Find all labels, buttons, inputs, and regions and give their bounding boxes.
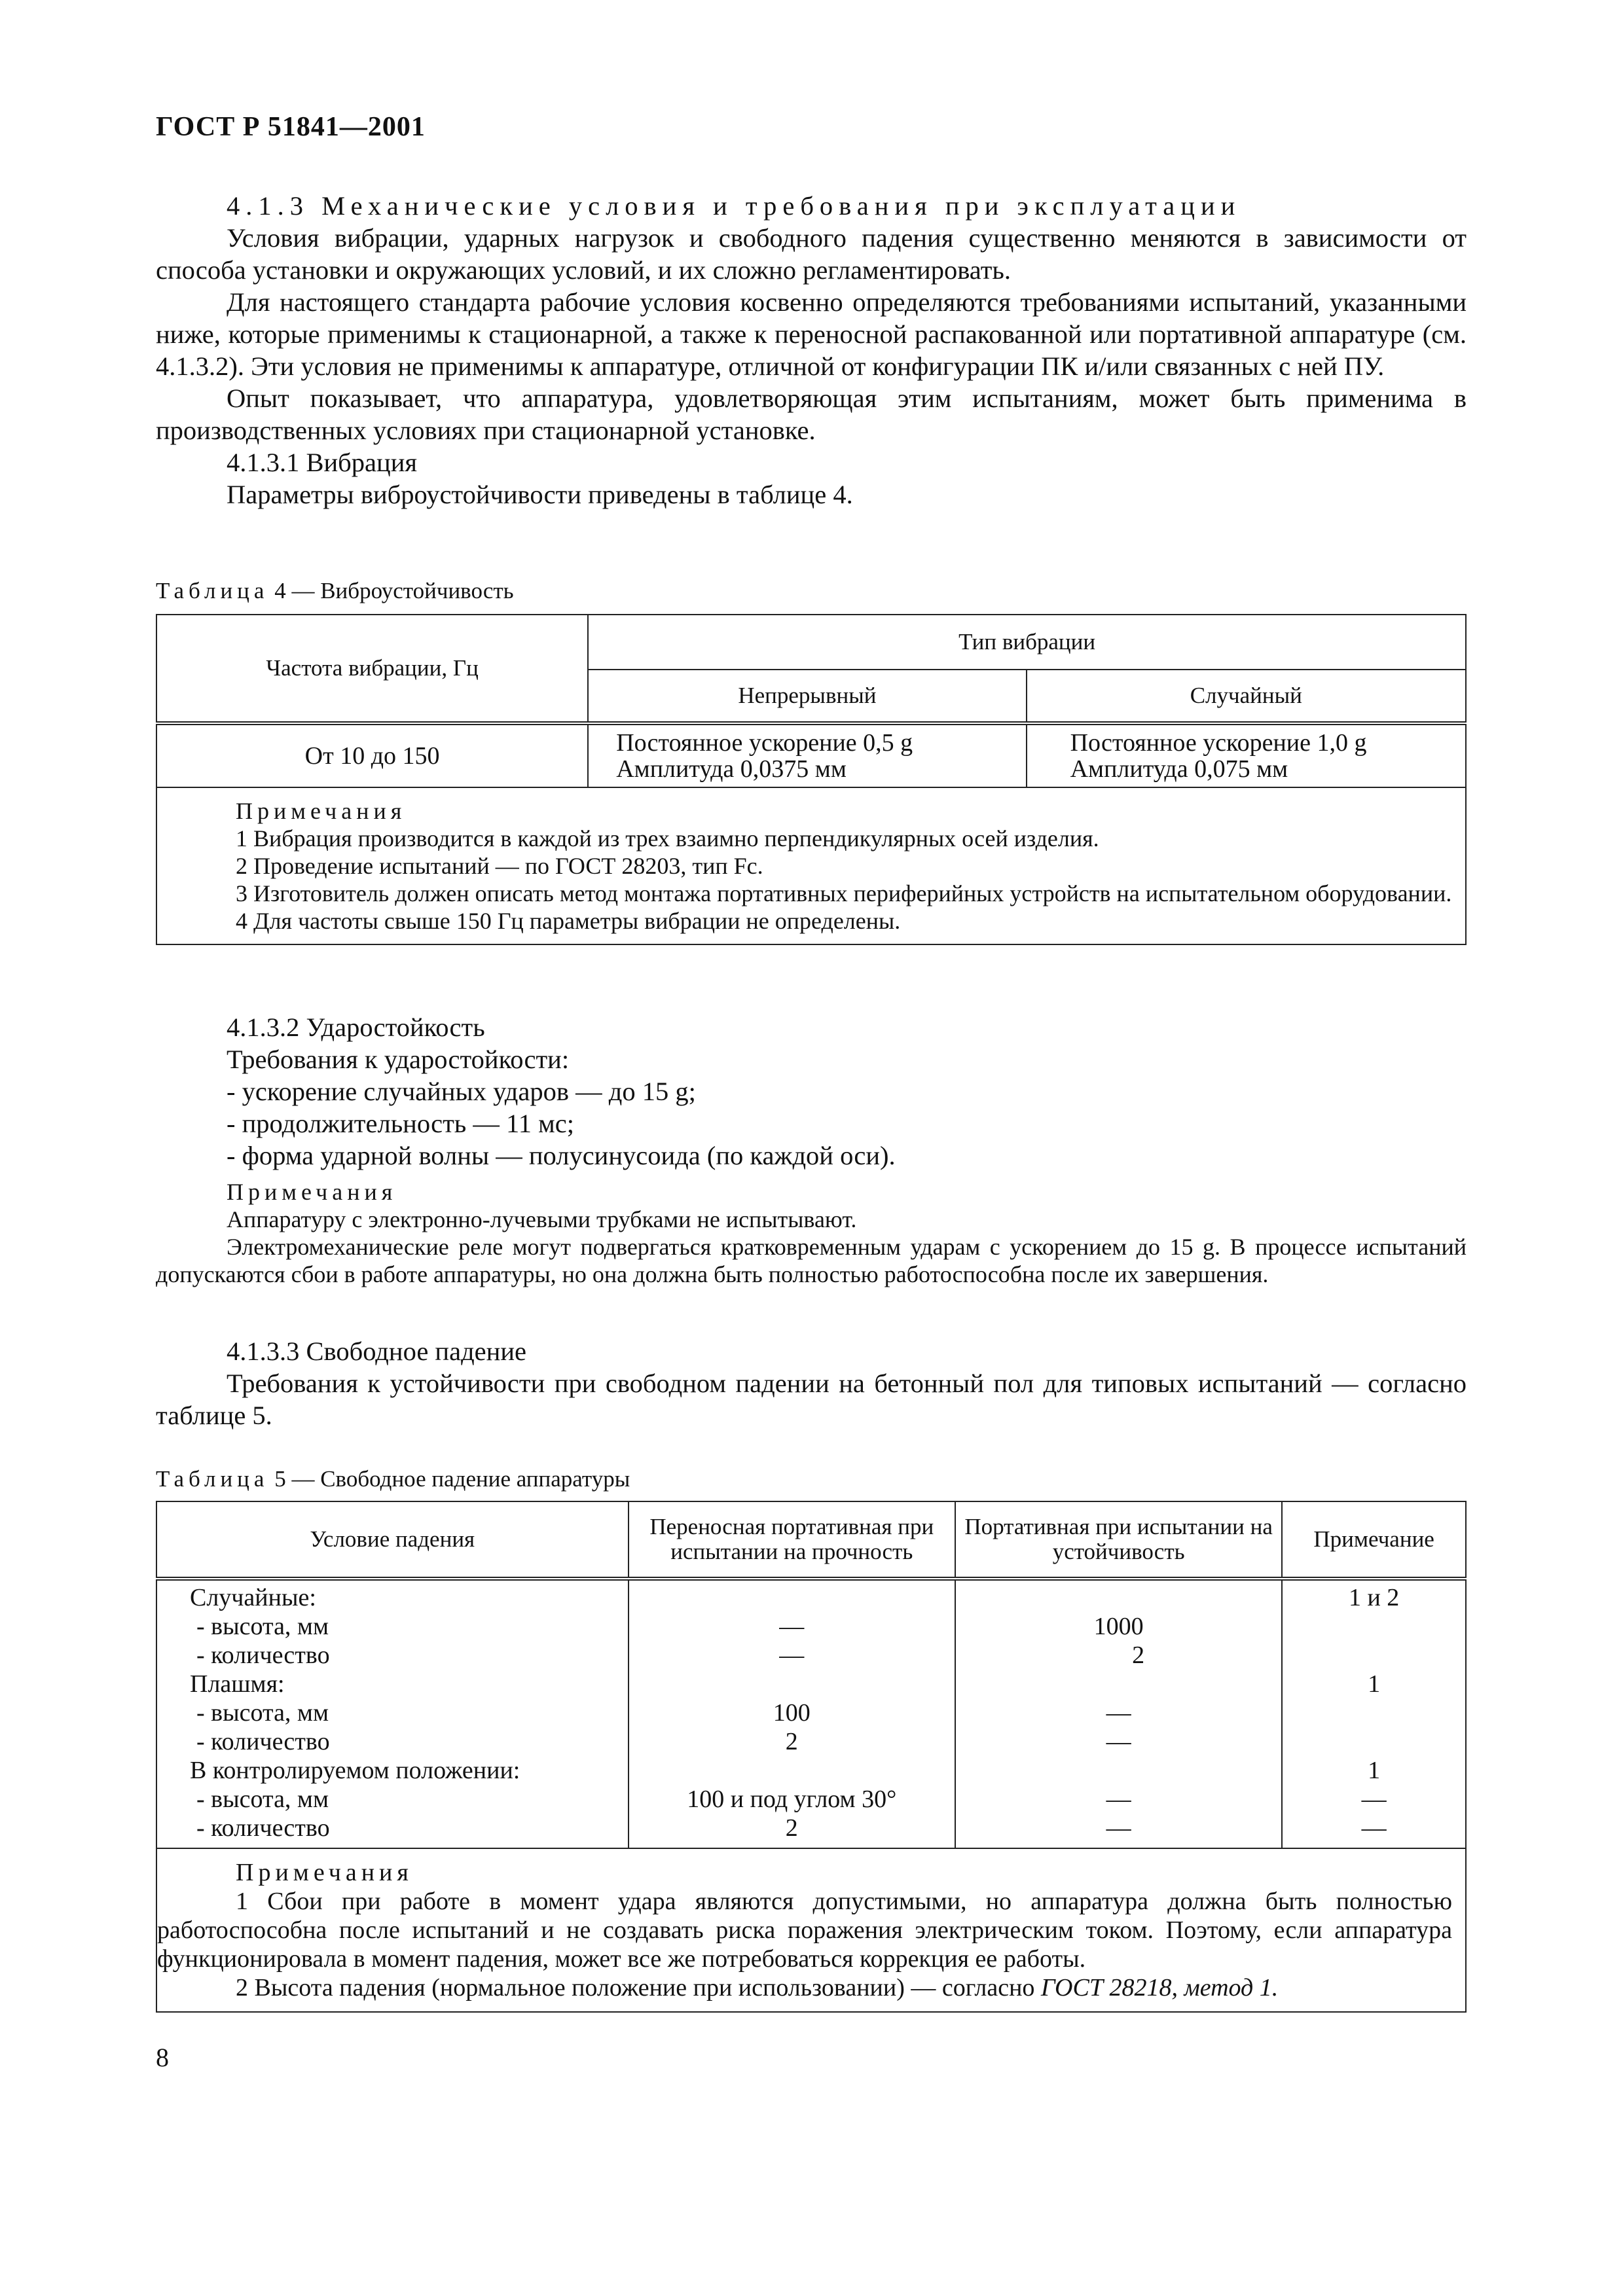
table-5-caption: Таблица 5 — Свободное падение аппаратуры — [156, 1466, 630, 1492]
table-cell: От 10 до 150 — [156, 723, 588, 787]
table-cell: - количество — [196, 1728, 330, 1755]
table-cell — [1283, 1698, 1465, 1727]
table-cell: — — [1106, 1814, 1131, 1842]
table-cell: - высота, мм — [196, 1613, 329, 1640]
subsection-heading: 4.1.3.3 Свободное падение — [227, 1336, 526, 1366]
table-cell: — — [1361, 1814, 1387, 1842]
list-item: - форма ударной волны — полусинусоида (по каждой оси). — [227, 1141, 896, 1170]
table-5-col-strength — [629, 1579, 956, 1848]
table-5-notes: Примечания 1 Сбои при работе в момент удара являются допустимыми, но аппаратура должна быть полностью работоспособна после испытаний и не создавать риска поражения электрическим током. Поэтому, если аппаратура функционировала в момент падения, может все же потребоваться коррекция ее работы. 2 Высота падения (нормальное положение при использовании) — согласно ГОСТ 28218, метод 1. — [156, 1848, 1466, 2012]
section-heading: 4.1.3 Механические условия и требования при эксплуатации — [227, 191, 1241, 221]
table-cell: Постоянное ускорение 0,5 g Амплитуда 0,0375 мм — [588, 723, 1026, 787]
table-header-cell: Портативная при испытании на устойчивость — [955, 1501, 1282, 1579]
table-cell: 2 — [1132, 1641, 1145, 1669]
table-cell: - количество — [196, 1814, 330, 1842]
table-cell: Постоянное ускорение 1,0 g Амплитуда 0,075 мм — [1027, 723, 1466, 787]
section-4-1-3-2 — [156, 1011, 1467, 1288]
section-4-1-3-3 — [156, 1335, 1467, 1431]
table-header-cell: Тип вибрации — [588, 615, 1466, 670]
table-cell: — — [1106, 1785, 1131, 1813]
table-5 — [156, 1501, 1467, 2013]
paragraph: Требования к устойчивости при свободном падении на бетонный пол для типовых испытаний — согласно таблице 5. — [156, 1369, 1467, 1430]
table-cell: — — [1106, 1728, 1131, 1755]
paragraph: Опыт показывает, что аппаратура, удовлетворяющая этим испытаниям, может быть применима в производственных условиях при стационарной установке. — [156, 384, 1467, 445]
table-cell: 2 — [785, 1814, 798, 1842]
page-number: 8 — [156, 2043, 169, 2072]
table-header-cell: Условие падения — [156, 1501, 629, 1579]
subsection-heading: 4.1.3.2 Ударостойкость — [227, 1013, 485, 1042]
table-cell: Случайные: — [190, 1584, 316, 1611]
table-header-cell: Непрерывный — [588, 670, 1026, 723]
table-cell: - высота, мм — [196, 1785, 329, 1813]
table-cell: 100 и под углом 30° — [687, 1785, 897, 1813]
table-cell: - количество — [196, 1641, 330, 1669]
table-cell — [629, 1756, 955, 1785]
paragraph: Для настоящего стандарта рабочие условия косвенно определяются требованиями испытаний, указанными ниже, которые применимы к стационарной, а также к переносной распакованной или портативной аппаратуре (см. 4.1.3.2). Эти условия не применимы к аппаратуре, отличной от конфигурации ПК и/или связанных с ней ПУ. — [156, 287, 1467, 381]
table-cell: — — [1106, 1699, 1131, 1727]
section-4-1-3 — [156, 190, 1467, 511]
table-cell: 100 — [773, 1699, 811, 1727]
table-cell: Плашмя: — [190, 1670, 285, 1698]
table-5-conditions — [156, 1579, 629, 1848]
table-5-col-note — [1282, 1579, 1466, 1848]
table-cell: — — [779, 1641, 805, 1669]
paragraph: Требования к ударостойкости: — [227, 1045, 570, 1074]
document-header: ГОСТ Р 51841—2001 — [156, 112, 426, 142]
list-item: - ускорение случайных ударов — до 15 g; — [227, 1077, 696, 1106]
table-cell: 1 и 2 — [1348, 1584, 1400, 1611]
shock-notes: Примечания Аппаратуру с электронно-лучевыми трубками не испытывают. Электромеханические реле могут подвергаться кратковременным ударам с ускорением до 15 g. В процессе испытаний допускаются сбои в работе аппаратуры, но она должна быть полностью работоспособна после их завершения. — [156, 1179, 1467, 1287]
table-cell — [629, 1583, 955, 1612]
table-4-notes: Примечания 1 Вибрация производится в каждой из трех взаимно перпендикулярных осей изделия. 2 Проведение испытаний — по ГОСТ 28203, тип Fc. 3 Изготовитель должен описать метод монтажа портативных периферийных устройств на испытательном оборудовании. 4 Для частоты свыше 150 Гц параметры вибрации не определены. — [156, 787, 1466, 944]
table-cell — [1283, 1641, 1465, 1670]
table-cell — [956, 1670, 1281, 1698]
paragraph: Параметры виброустойчивости приведены в таблице 4. — [227, 480, 853, 509]
table-cell: - высота, мм — [196, 1699, 329, 1727]
table-4 — [156, 614, 1467, 945]
table-5-col-stability — [955, 1579, 1282, 1848]
table-header-cell: Переносная портативная при испытании на прочность — [629, 1501, 956, 1579]
table-header-cell: Случайный — [1027, 670, 1466, 723]
table-cell — [956, 1583, 1281, 1612]
table-cell: — — [1361, 1785, 1387, 1813]
table-cell — [1283, 1727, 1465, 1756]
table-cell — [629, 1670, 955, 1698]
table-cell: 2 — [785, 1728, 798, 1755]
table-cell — [956, 1756, 1281, 1785]
table-cell: В контролируемом положении: — [190, 1757, 520, 1784]
paragraph: Условия вибрации, ударных нагрузок и свободного падения существенно меняются в зависимости от способа установки и окружающих условий, и их сложно регламентировать. — [156, 223, 1467, 285]
table-cell — [1283, 1612, 1465, 1641]
list-item: - продолжительность — 11 мс; — [227, 1109, 574, 1138]
table-4-caption: Таблица 4 — Виброустойчивость — [156, 578, 514, 603]
table-cell: 1 — [1368, 1670, 1381, 1698]
table-header-cell: Частота вибрации, Гц — [156, 615, 588, 723]
subsection-heading: 4.1.3.1 Вибрация — [227, 448, 417, 477]
table-header-cell: Примечание — [1282, 1501, 1466, 1579]
table-cell: 1 — [1368, 1757, 1381, 1784]
table-cell: 1000 — [1093, 1613, 1144, 1640]
table-cell: — — [779, 1613, 805, 1640]
